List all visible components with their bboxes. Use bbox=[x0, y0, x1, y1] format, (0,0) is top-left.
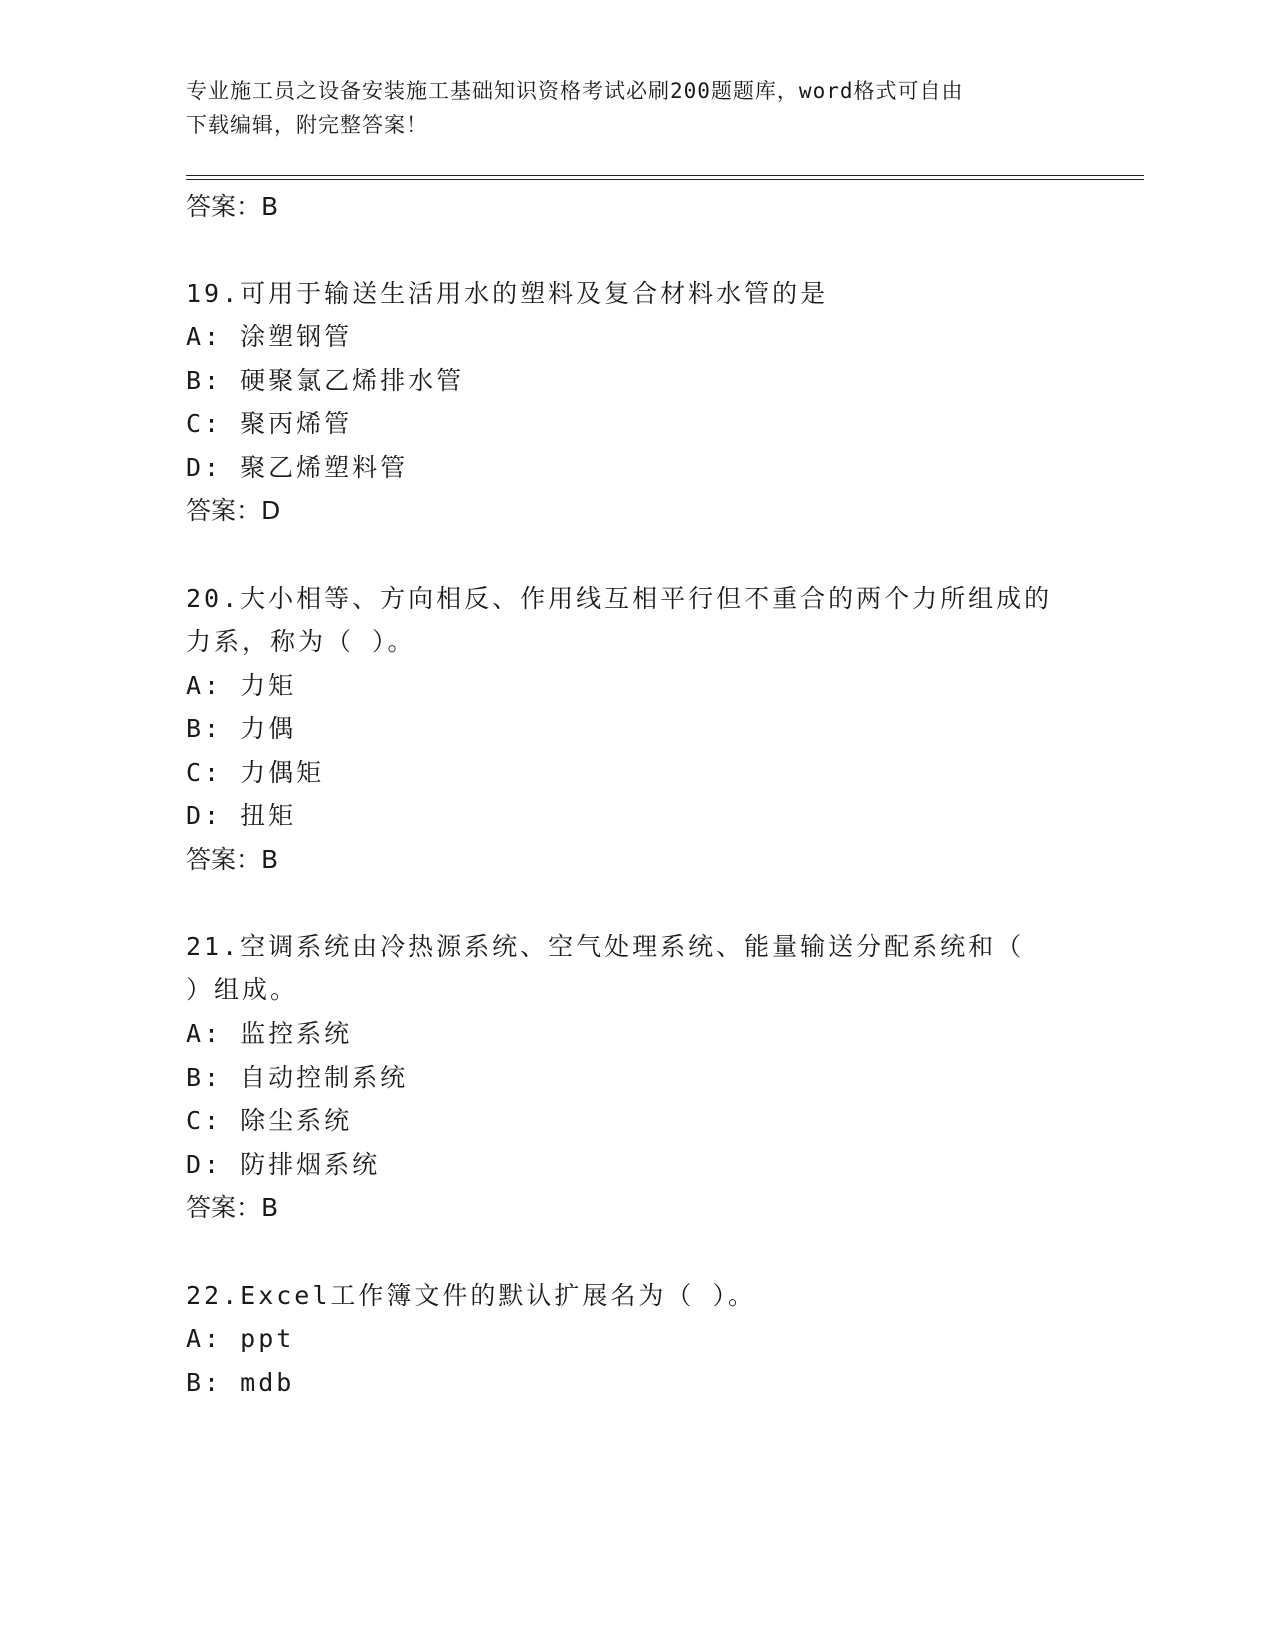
question-22-option-a: A: ppt bbox=[186, 1324, 295, 1353]
header-line-2: 下载编辑，附完整答案！ bbox=[186, 113, 428, 137]
question-21-stem-line-2: ）组成。 bbox=[186, 975, 299, 1004]
question-22-stem: 22.Excel工作簿文件的默认扩展名为（ ）。 bbox=[186, 1281, 756, 1310]
question-21-option-b: B: 自动控制系统 bbox=[186, 1063, 409, 1092]
question-21-option-c: C: 除尘系统 bbox=[186, 1106, 353, 1135]
question-19-stem: 19.可用于输送生活用水的塑料及复合材料水管的是 bbox=[186, 279, 829, 308]
question-19-option-c: C: 聚丙烯管 bbox=[186, 409, 353, 438]
question-19-option-a: A: 涂塑钢管 bbox=[186, 322, 353, 351]
answer-21: 答案：B bbox=[186, 1193, 279, 1222]
header-line-1: 专业施工员之设备安装施工基础知识资格考试必刷200题题库，word格式可自由 bbox=[186, 79, 964, 103]
question-20-option-a: A: 力矩 bbox=[186, 671, 297, 700]
question-22-option-b: B: mdb bbox=[186, 1368, 295, 1397]
header-divider-bottom bbox=[186, 179, 1144, 180]
question-20-option-d: D: 扭矩 bbox=[186, 801, 297, 830]
question-19-option-d: D: 聚乙烯塑料管 bbox=[186, 453, 409, 482]
question-19-option-b: B: 硬聚氯乙烯排水管 bbox=[186, 366, 465, 395]
question-20-option-b: B: 力偶 bbox=[186, 714, 297, 743]
question-21-option-d: D: 防排烟系统 bbox=[186, 1150, 381, 1179]
question-20-option-c: C: 力偶矩 bbox=[186, 758, 325, 787]
question-20-stem-line-1: 20.大小相等、方向相反、作用线互相平行但不重合的两个力所组成的 bbox=[186, 584, 1053, 613]
question-21-option-a: A: 监控系统 bbox=[186, 1019, 353, 1048]
question-20-stem-line-2: 力系，称为（ ）。 bbox=[186, 627, 416, 656]
answer-19: 答案：D bbox=[186, 496, 281, 525]
answer-20: 答案：B bbox=[186, 845, 279, 874]
header-divider-top bbox=[186, 175, 1144, 176]
question-21-stem-line-1: 21.空调系统由冷热源系统、空气处理系统、能量输送分配系统和（ bbox=[186, 932, 1025, 961]
answer-18: 答案：B bbox=[186, 192, 279, 221]
document-header bbox=[186, 74, 1086, 142]
